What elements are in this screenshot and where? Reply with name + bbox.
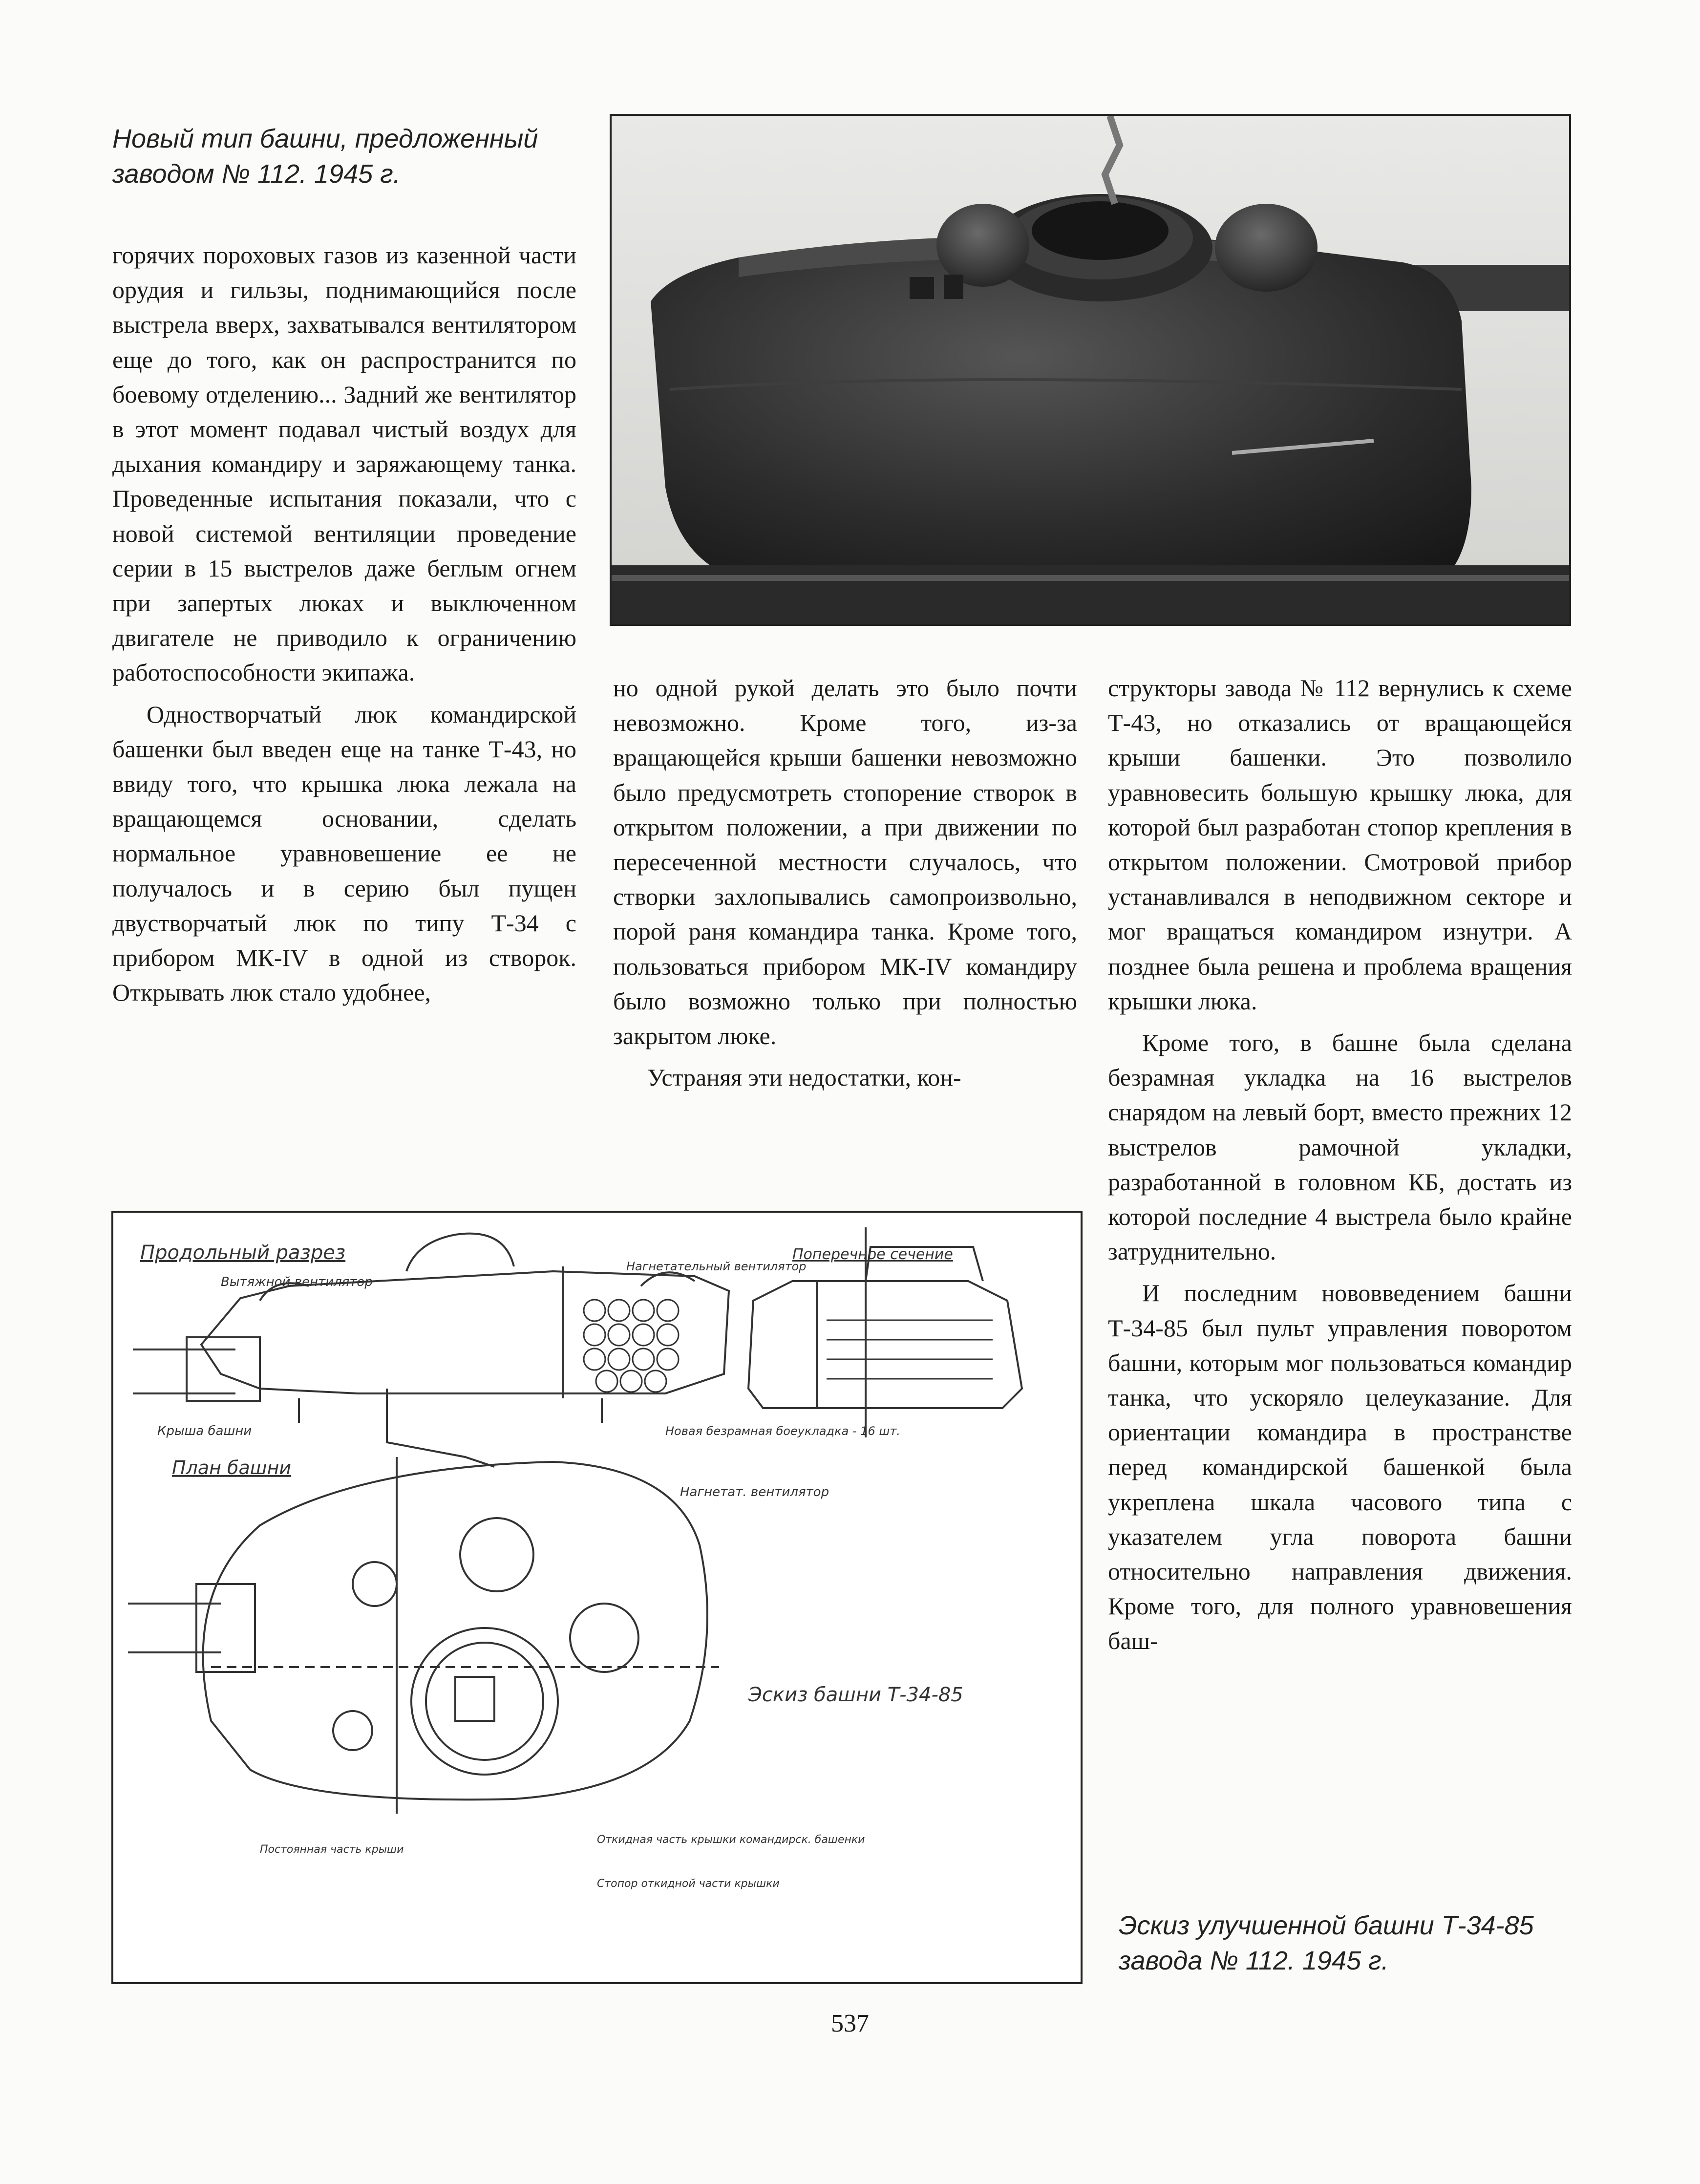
- middle-paragraph-1: но одной рукой делать это было почти невозможно. Кроме того, из-за вращающейся крыши башенки невозможно было предусмотреть стопорение створок в открытом положении, а при движении по пересеченной местности случалось, что створки захлопывались самопроизвольно, порой раня командира танка. Кроме того, пользоваться прибором МК-IV командиру было возможно только при полностью закрытом люке.: [613, 674, 1077, 1050]
- label-transverse: Поперечное сечение: [792, 1246, 953, 1263]
- label-stopper: Стопор откидной части крышки: [597, 1878, 780, 1890]
- label-intake-fan-2: Нагнетат. вентилятор: [680, 1485, 829, 1499]
- turret-photo-image: [612, 116, 1569, 624]
- label-exhaust-fan: Вытяжной вентилятор: [221, 1275, 373, 1289]
- right-paragraph-1: структоры завода № 112 вернулись к схеме Т-43, но отказались от вращающейся крыши башенки. Это позволило уравновесить большую крышку люка, для которой был разработан стопор крепления в открытом положении. Смотровой прибор устанавливался в неподвижном секторе и мог вращаться командиром изнутри. А позднее была решена и проблема вращения крышки люка.: [1108, 674, 1572, 1015]
- turret-drawing: [111, 1211, 1083, 1984]
- drawing-caption: Эскиз улучшенной башни Т-34-85 завода № 112. 1945 г.: [1119, 1911, 1534, 1975]
- left-paragraph-1: горячих пороховых газов из казенной части орудия и гильзы, поднимающийся после выстрела вверх, захватывался вентилятором еще до того, как он распространится по боевому отделению... Задний же вентилятор в этот момент подавал чистый воздух для дыхания командиру и заряжающему танка. Проведенные испытания показали, что с новой системой вентиляции проведение серии в 15 выстрелов даже беглым огнем при запертых люках и выключенном двигателе не приводило к ограничению работоспособности экипажа.: [112, 241, 576, 686]
- text-column-middle: [613, 671, 1077, 1095]
- turret-drawing-image: [113, 1213, 1081, 1982]
- label-fixed-part: Постоянная часть крыши: [260, 1843, 404, 1856]
- right-paragraph-3: И последним нововведением башни Т-34-85 был пульт управления поворотом башни, которым мог пользоваться командир танка, что ускоряло целеуказание. Для ориентации командира в пространстве перед командирской башенкой была укреплена шкала часового типа с указателем угла поворота башни относительно направления движения. Кроме того, для полного уравновешения баш-: [1108, 1279, 1572, 1655]
- middle-paragraph-2: Устраняя эти недостатки, кон-: [647, 1064, 961, 1092]
- label-stowage: Новая безрамная боеукладка - 16 шт.: [665, 1424, 900, 1438]
- text-column-right: [1108, 671, 1572, 1659]
- label-hinged-part: Откидная часть крышки командирск. башенки: [597, 1834, 865, 1846]
- right-paragraph-2: Кроме того, в башне была сделана безрамная укладка на 16 выстрелов снарядом на левый борт, вместо прежних 12 выстрелов рамочной укладки, разработанной в головном КБ, достать из которой последние 4 выстрела было крайне затруднительно.: [1108, 1029, 1572, 1265]
- page-number: 537: [831, 2010, 869, 2037]
- photo-caption: Новый тип башни, предложенный заводом № 112. 1945 г.: [112, 124, 538, 189]
- text-column-left: [112, 238, 576, 1010]
- label-intake-fan: Нагнетательный вентилятор: [626, 1260, 807, 1273]
- label-plan: План башни: [172, 1457, 292, 1478]
- label-roof: Крыша башни: [157, 1424, 252, 1438]
- label-sketch: Эскиз башни Т-34-85: [748, 1684, 963, 1706]
- label-longitudinal: Продольный разрез: [140, 1242, 346, 1264]
- left-paragraph-2: Одностворчатый люк командирской башенки был введен еще на танке Т-43, но ввиду того, что крышка люка лежала на вращающемся основании, сделать нормальное уравновешение ее не получалось и в серию был пущен двустворчатый люк по типу Т-34 с прибором МК-IV в одной из створок. Открывать люк стало удобнее,: [112, 700, 576, 1006]
- turret-photo: [610, 114, 1571, 626]
